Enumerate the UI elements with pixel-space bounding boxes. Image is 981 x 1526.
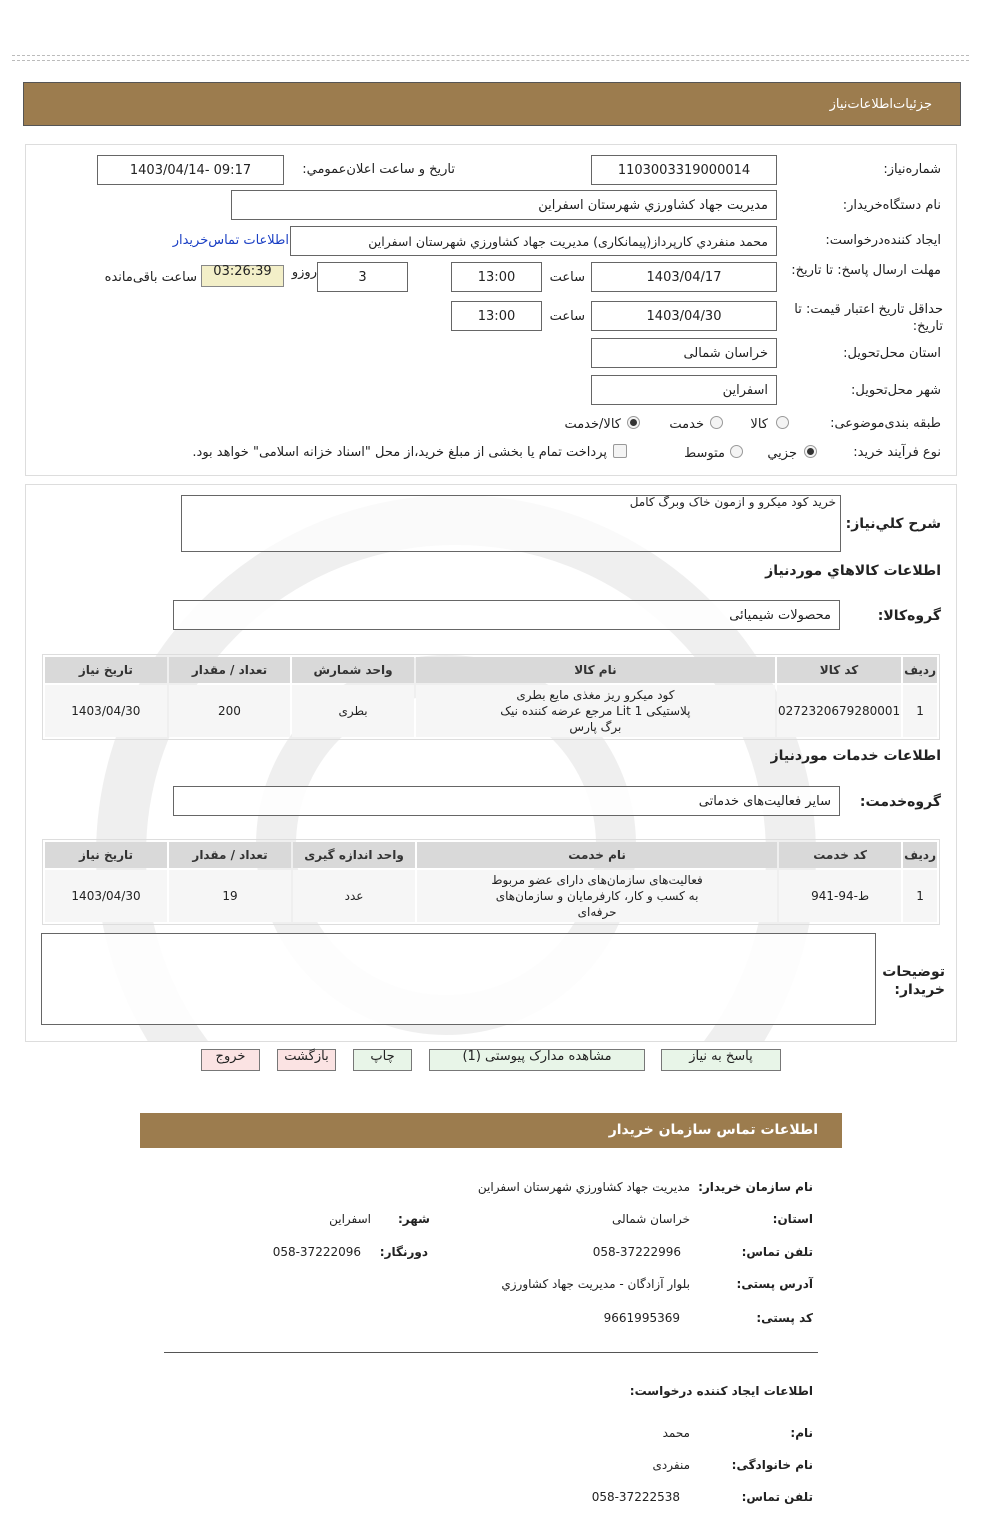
table-row bbox=[45, 870, 937, 922]
deadline-date-field: 1403/04/17 bbox=[591, 262, 777, 292]
print-button[interactable]: چاپ bbox=[353, 1049, 412, 1071]
goods-table-header bbox=[45, 657, 937, 683]
goods-group-field: محصولات شيميائی bbox=[173, 600, 840, 630]
need-number-field: 1103003319000014 bbox=[591, 155, 777, 185]
purchase-radio-minor[interactable] bbox=[804, 445, 817, 458]
table-row bbox=[45, 685, 937, 737]
purchase-type-label: نوع فرآيند خريد: bbox=[853, 445, 941, 460]
announce-field: 1403/04/14- 09:17 bbox=[97, 155, 284, 185]
purchase-option-medium: متوسط bbox=[684, 446, 725, 461]
announce-label: تاريخ و ساعت اعلان‌عمومي: bbox=[302, 162, 455, 177]
services-col-unit: واحد اندازه گيری bbox=[293, 842, 415, 868]
services-col-date: تاريخ نياز bbox=[45, 842, 167, 868]
remaining-label: ساعت باقی‌مانده bbox=[104, 270, 197, 285]
back-button[interactable]: بازگشت bbox=[277, 1049, 336, 1071]
page-header bbox=[23, 82, 961, 126]
contact-fax: 058-37222096 bbox=[272, 1245, 361, 1259]
services-col-row: رديف bbox=[903, 842, 937, 868]
contact-address-label: آدرس پستی: bbox=[736, 1277, 813, 1291]
services-cell-code: ط-94-941 bbox=[779, 870, 901, 922]
category-option-goods-service: كالا/خدمت bbox=[564, 417, 621, 432]
goods-col-date: تاريخ نياز bbox=[45, 657, 167, 683]
services-cell-row: 1 bbox=[903, 870, 937, 922]
buyer-contact-link[interactable]: اطلاعات تماس‌خريدار bbox=[172, 233, 289, 248]
city-field: اسفراين bbox=[591, 375, 777, 405]
goods-col-row: رديف bbox=[903, 657, 937, 683]
goods-col-unit: واحد شمارش bbox=[292, 657, 414, 683]
category-radio-service[interactable] bbox=[710, 416, 723, 429]
buyer-org-label: نام دستگاه‌خريدار: bbox=[842, 198, 941, 213]
page-title: جزئیات‌اطلاعات‌نیاز bbox=[829, 97, 932, 112]
services-group-label: گروه‌خدمت: bbox=[859, 794, 941, 810]
contact-phone: 058-37222996 bbox=[592, 1245, 681, 1259]
goods-col-code: كد كالا bbox=[777, 657, 901, 683]
contact-city-label: شهر: bbox=[398, 1212, 430, 1226]
remaining-time-field: 03:26:39 bbox=[201, 265, 284, 287]
need-number-label: شماره‌نیاز: bbox=[883, 162, 941, 177]
validity-time-field: 13:00 bbox=[451, 301, 542, 331]
days-label: روزو bbox=[291, 265, 317, 280]
buyer-org-field: مديريت جهاد كشاورزي شهرستان اسفراين bbox=[231, 190, 777, 220]
services-section-title: اطلاعات خدمات مورد‌نياز bbox=[770, 748, 941, 764]
goods-cell-date: 1403/04/30 bbox=[45, 685, 167, 737]
goods-cell-unit: بطری bbox=[292, 685, 414, 737]
services-col-code: كد خدمت bbox=[779, 842, 901, 868]
goods-cell-row: 1 bbox=[903, 685, 937, 737]
province-field: خراسان شمالی bbox=[591, 338, 777, 368]
contact-postal-label: كد پستی: bbox=[756, 1311, 813, 1325]
contact-postal: 9661995369 bbox=[603, 1311, 680, 1325]
services-group-field: ساير فعاليت‌های خدماتی bbox=[173, 786, 840, 816]
goods-cell-code: 0272320679280001 bbox=[777, 685, 901, 737]
creator-last-name-label: نام خانوادگی: bbox=[731, 1458, 813, 1472]
creator-label: ايجاد كننده‌درخواست: bbox=[825, 233, 941, 248]
creator-first-name: محمد bbox=[662, 1426, 690, 1440]
services-table-header bbox=[45, 842, 937, 868]
days-field: 3 bbox=[317, 262, 408, 292]
goods-table bbox=[42, 654, 940, 740]
province-label: استان محل‌تحويل: bbox=[843, 346, 941, 361]
contact-org: مديريت جهاد كشاورزي شهرستان اسفراين bbox=[477, 1180, 690, 1194]
buyer-notes-field bbox=[41, 933, 876, 1025]
contact-province: خراسان شمالی bbox=[611, 1212, 690, 1226]
validity-date-field: 1403/04/30 bbox=[591, 301, 777, 331]
validity-label: حداقل تاريخ اعتبار قيمت: تا تاريخ: bbox=[794, 302, 943, 334]
contact-phone-label: تلفن تماس: bbox=[741, 1245, 813, 1259]
attachments-button[interactable]: مشاهده مدارک پيوستی (1) bbox=[429, 1049, 645, 1071]
goods-cell-name: كود ميكرو ريز مغذی مايع بطری پلاستيكی 1 Lit مرجع عرضه كننده نيک برگ پارس bbox=[416, 685, 775, 737]
summary-field: خريد كود ميكرو و ازمون خاک وبرگ كامل bbox=[181, 495, 841, 552]
services-cell-name: فعاليت‌های سازمان‌های دارای عضو مربوط به كسب و كار، كارفرمايان و سازمان‌های حرفه‌ای bbox=[417, 870, 777, 922]
services-cell-qty: 19 bbox=[169, 870, 291, 922]
services-cell-unit: عدد bbox=[293, 870, 415, 922]
category-option-goods: كالا bbox=[750, 417, 768, 432]
goods-col-qty: تعداد / مقدار bbox=[169, 657, 291, 683]
contact-org-label: نام سازمان خريدار: bbox=[698, 1180, 813, 1194]
goods-section-title: اطلاعات كالاهاي مورد‌نياز bbox=[765, 563, 941, 579]
top-divider bbox=[12, 55, 969, 61]
creator-phone-label: تلفن تماس: bbox=[741, 1490, 813, 1504]
contact-fax-label: دورنگار: bbox=[379, 1245, 428, 1259]
contact-header bbox=[140, 1113, 842, 1148]
validity-time-label: ساعت bbox=[549, 309, 585, 324]
creator-info-title: اطلاعات ايجاد كننده درخواست: bbox=[629, 1384, 813, 1398]
services-table bbox=[42, 839, 940, 925]
services-col-name: نام خدمت bbox=[417, 842, 777, 868]
goods-col-name: نام كالا bbox=[416, 657, 775, 683]
category-option-service: خدمت bbox=[669, 417, 704, 432]
deadline-time-label: ساعت bbox=[549, 270, 585, 285]
contact-title: اطلاعات تماس سازمان خريدار bbox=[608, 1122, 818, 1138]
reply-button[interactable]: پاسخ به نياز bbox=[661, 1049, 781, 1071]
goods-cell-qty: 200 bbox=[169, 685, 291, 737]
contact-province-label: استان: bbox=[772, 1212, 813, 1226]
services-col-qty: تعداد / مقدار bbox=[169, 842, 291, 868]
contact-city: اسفراين bbox=[329, 1212, 371, 1226]
exit-button[interactable]: خروج bbox=[201, 1049, 260, 1071]
deadline-time-field: 13:00 bbox=[451, 262, 542, 292]
purchase-option-minor: جزيي bbox=[767, 446, 797, 461]
summary-label: شرح كلي‌نياز: bbox=[845, 516, 941, 532]
goods-group-label: گروه‌كالا: bbox=[877, 608, 941, 624]
services-cell-date: 1403/04/30 bbox=[45, 870, 167, 922]
creator-first-name-label: نام: bbox=[790, 1426, 813, 1440]
creator-phone: 058-37222538 bbox=[591, 1490, 680, 1504]
contact-divider bbox=[164, 1352, 818, 1353]
purchase-radio-medium[interactable] bbox=[730, 445, 743, 458]
treasury-payment-checkbox[interactable] bbox=[613, 444, 627, 458]
deadline-label: مهلت ارسال پاسخ: تا تاريخ: bbox=[791, 263, 941, 278]
buyer-notes-label: توضيحات خريدار: bbox=[882, 964, 945, 998]
contact-address: بلوار آزادگان - مديريت جهاد كشاورزي bbox=[501, 1277, 690, 1291]
city-label: شهر محل‌تحويل: bbox=[851, 383, 941, 398]
category-label: طبقه بندی‌موضوعی: bbox=[830, 416, 941, 431]
category-radio-goods[interactable] bbox=[776, 416, 789, 429]
creator-last-name: منفردی bbox=[652, 1458, 690, 1472]
creator-field: محمد منفردي كارپرداز(پيمانكاری) مديريت جهاد كشاورزي شهرستان اسفراين bbox=[290, 226, 777, 256]
payment-note: پرداخت تمام يا بخشی از مبلغ خريد،از محل "اسناد خزانه اسلامی" خواهد بود. bbox=[192, 445, 607, 460]
category-radio-goods-service[interactable] bbox=[627, 416, 640, 429]
